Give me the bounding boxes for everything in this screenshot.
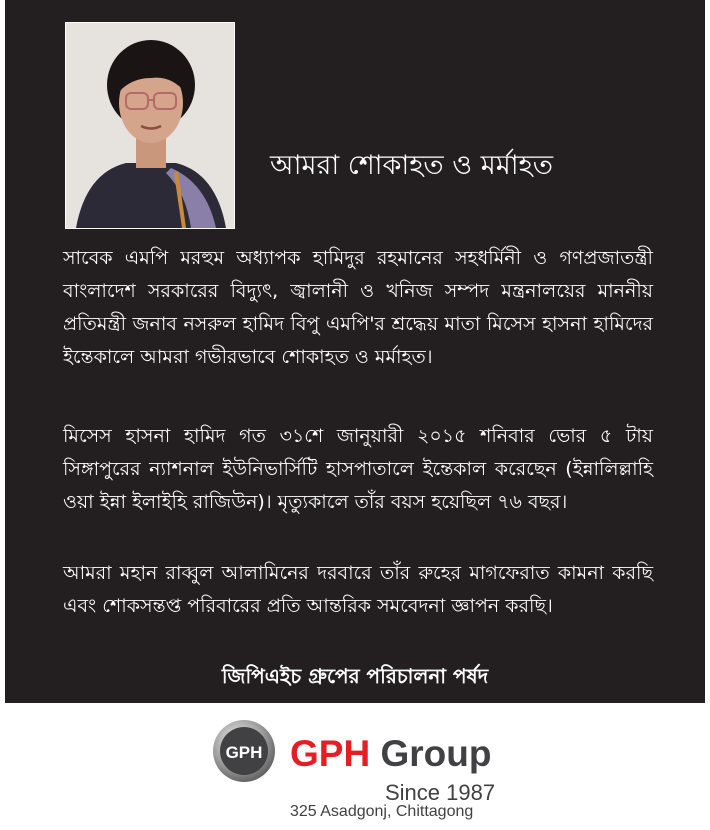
brand-gph: GPH bbox=[290, 733, 371, 774]
address-text: 325 Asadgonj, Chittagong bbox=[290, 803, 474, 820]
headline: আমরা শোকাহত ও মর্মাহত bbox=[270, 150, 553, 181]
brand-name bbox=[290, 733, 491, 775]
signature: জিপিএইচ গ্রুপের পরিচালনা পর্ষদ bbox=[221, 664, 489, 688]
brand-group: Group bbox=[380, 733, 492, 774]
paragraph-condolence: সাবেক এমপি মরহুম অধ্যাপক হামিদুর রহমানের সহধর্মিনী ও গণপ্রজাতন্ত্রী বাংলাদেশ সরকারের বিদ্যুৎ, জ্বালানী ও খনিজ সম্পদ মন্ত্রনালয়ের মাননীয় প্রতিমন্ত্রী জনাব নসরুল হামিদ বিপু এমপি'র শ্রদ্ধেয় মাতা মিসেস হাসনা হামিদের ইন্তেকালে আমরা গভীরভাবে শোকাহত ও মর্মাহত। bbox=[63, 247, 653, 368]
gph-logo-icon bbox=[212, 719, 276, 783]
portrait-photo bbox=[65, 22, 235, 229]
since-text: Since 1987 bbox=[385, 780, 496, 805]
paragraph-prayer: আমরা মহান রাব্বুল আলামিনের দরবারে তাঁর রুহের মাগফেরাত কামনা করছি এবং শোকসন্তপ্ত পরিবারের প্রতি আন্তরিক সমবেদনা জ্ঞাপন করছি। bbox=[63, 562, 653, 617]
logo-text: GPH bbox=[225, 743, 263, 762]
paragraph-death-details: মিসেস হাসনা হামিদ গত ৩১শে জানুয়ারী ২০১৫ শনিবার ভোর ৫ টায় সিঙ্গাপুরের ন্যাশনাল ইউনিভার্সিটি হাসপাতালে ইন্তেকাল করেছেন (ইন্নালিল্লাহি ওয়া ইন্না ইলাইহি রাজিউন)। মৃত্যুকালে তাঁর বয়স হয়েছিল ৭৬ বছর। bbox=[63, 425, 653, 513]
